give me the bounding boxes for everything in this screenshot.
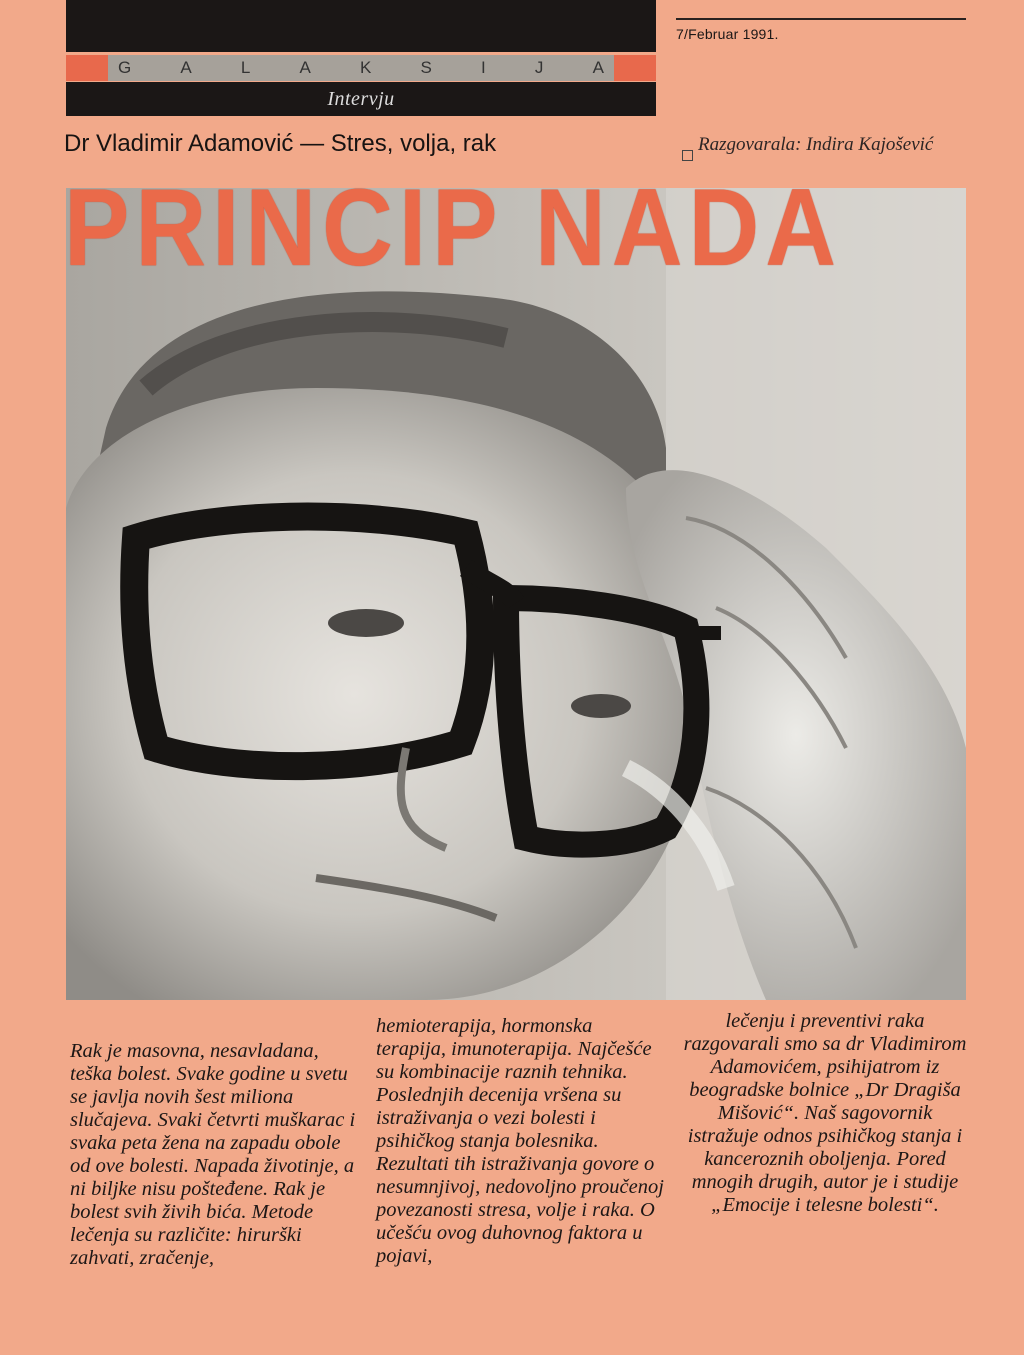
- masthead-letter: S: [420, 58, 432, 77]
- article-subtitle: Dr Vladimir Adamović — Stres, volja, rak: [64, 130, 497, 157]
- byline-square-icon: [682, 150, 693, 161]
- article-column-1: [70, 1040, 358, 1270]
- headline: PRINCIP NADA: [64, 165, 843, 289]
- masthead-letter: J: [534, 58, 544, 77]
- portrait-photo: [66, 188, 966, 1000]
- masthead-letter: A: [592, 58, 604, 77]
- issue-date: 7/Februar 1991.: [676, 26, 779, 42]
- article-column-2: [376, 1015, 666, 1268]
- masthead-letter: I: [481, 58, 486, 77]
- masthead-letter: K: [360, 58, 372, 77]
- byline: Razgovarala: Indira Kajošević: [698, 134, 934, 155]
- masthead-letter: A: [299, 58, 311, 77]
- date-rule: [676, 18, 966, 20]
- masthead-letter: A: [180, 58, 192, 77]
- masthead-title: [108, 55, 614, 81]
- article-column-3: [680, 1010, 970, 1217]
- section-rubric: Intervju: [66, 82, 656, 116]
- column-text: hemioterapija, hormonska terapija, imunoterapija. Najčešće su kombinacije raznih tehnika. Poslednjih decenija vršena su istraživanja o vezi bolesti i psihičkog stanja bolesnika. Rezultati tih istraživanja govore o nesumnjivoj, nedovoljno proučenoj povezanosti stresa, volje i raka. O učešću ovog duhovnog faktora u pojavi,: [376, 1015, 664, 1267]
- top-black-band: [66, 0, 656, 52]
- masthead-letter: G: [118, 58, 132, 77]
- column-text: Rak je masovna, nesavladana, teška bolest. Svake godine u svetu se javlja novih šest miliona slučajeva. Svaki četvrti muškarac i svaka peta žena na zapadu obole od ove bolesti. Napada životinje, a ni biljke nisu pošteđene. Rak je bolest svih živih bića. Metode lečenja su različite: hirurški zahvati, zračenje,: [70, 1040, 356, 1269]
- column-text: lečenju i preventivi raka razgovarali smo sa dr Vladimirom Adamovićem, psihijatrom iz beogradske bolnice „Dr Dragiša Mišović“. Naš sagovornik istražuje odnos psihičkog stanja i kanceroznih oboljenja. Pored mnogih drugih, autor je i studije „Emocije i telesne bolesti“.: [683, 1010, 967, 1216]
- masthead-letter: L: [240, 58, 251, 77]
